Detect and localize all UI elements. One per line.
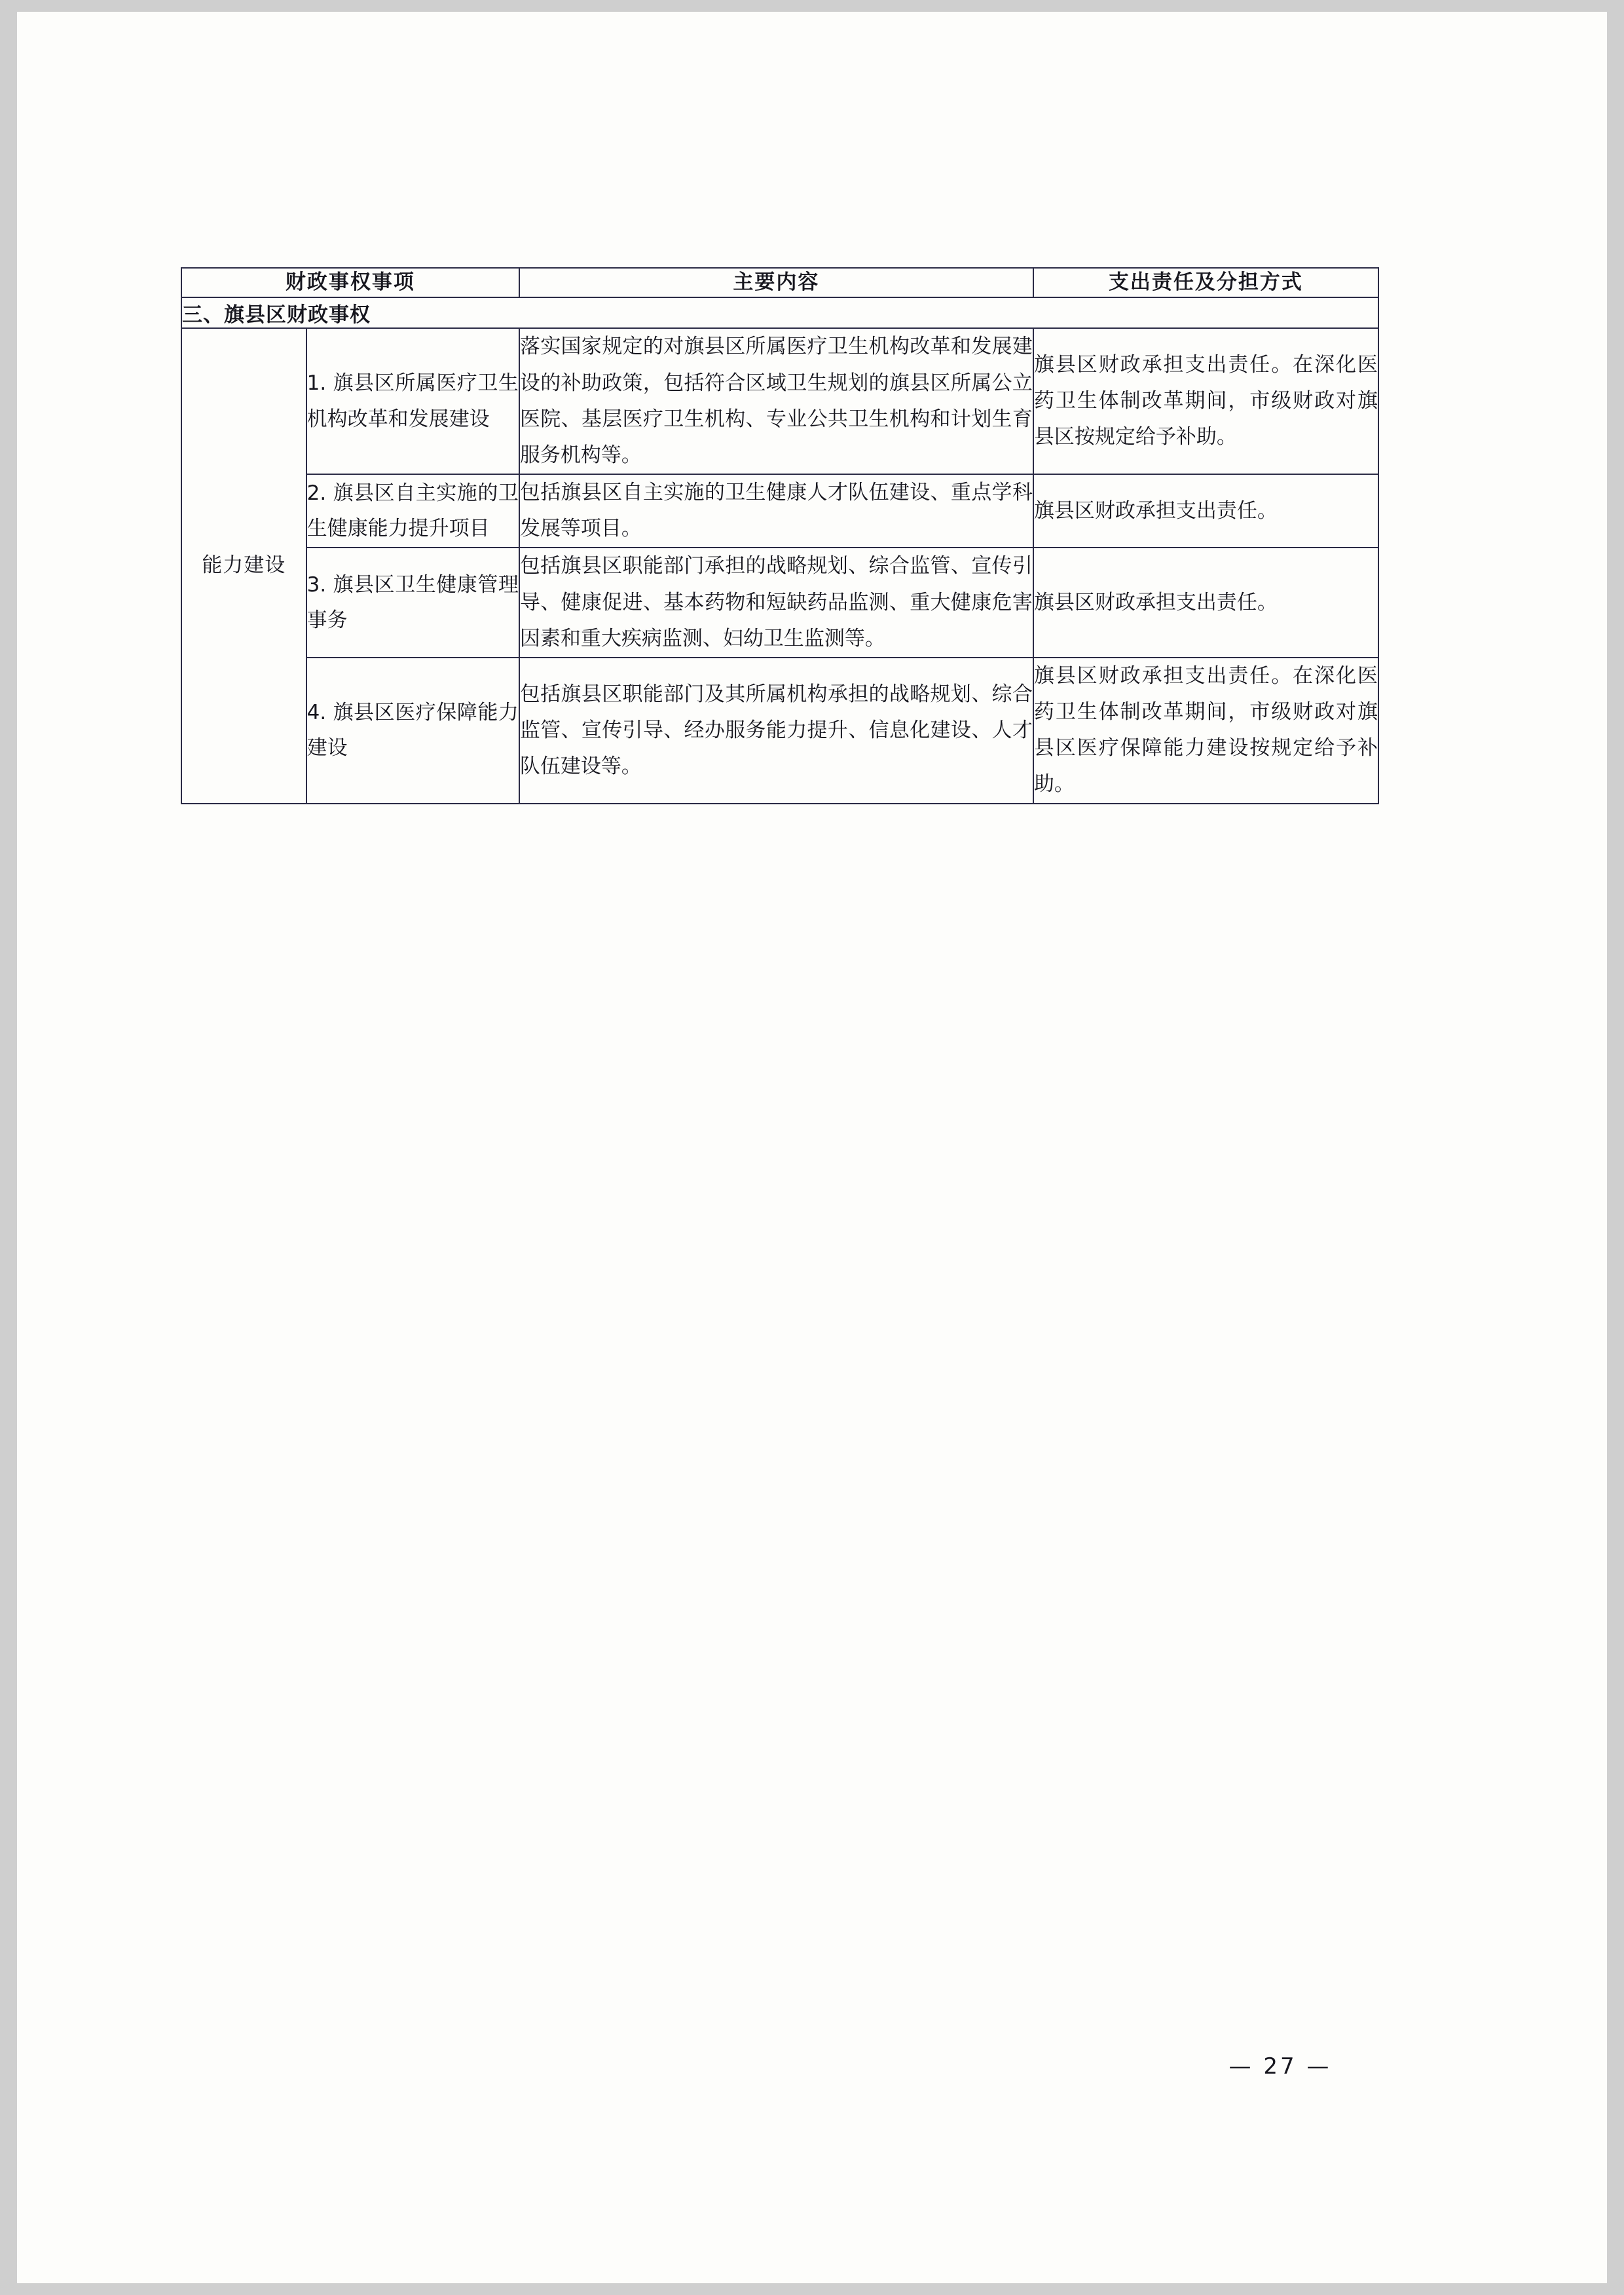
row-item: 2. 旗县区自主实施的卫生健康能力提升项目 xyxy=(306,474,519,548)
row-item: 1. 旗县区所属医疗卫生机构改革和发展建设 xyxy=(306,328,519,474)
scan-edge-top xyxy=(0,0,1624,12)
scan-edge-left xyxy=(0,0,17,2295)
table-row xyxy=(181,474,1378,548)
row-responsibility: 旗县区财政承担支出责任。 xyxy=(1033,474,1378,548)
table-row xyxy=(181,328,1378,474)
scan-edge-right xyxy=(1607,0,1624,2295)
header-cell-content: 主要内容 xyxy=(519,268,1033,297)
category-cell: 能力建设 xyxy=(181,328,306,803)
row-item: 4. 旗县区医疗保障能力建设 xyxy=(306,658,519,804)
row-responsibility: 旗县区财政承担支出责任。在深化医药卫生体制改革期间，市级财政对旗县区医疗保障能力建设按规定给予补助。 xyxy=(1033,658,1378,804)
header-cell-responsibility: 支出责任及分担方式 xyxy=(1033,268,1378,297)
row-item: 3. 旗县区卫生健康管理事务 xyxy=(306,548,519,658)
row-content: 包括旗县区职能部门承担的战略规划、综合监管、宣传引导、健康促进、基本药物和短缺药品监测、重大健康危害因素和重大疾病监测、妇幼卫生监测等。 xyxy=(519,548,1033,658)
row-responsibility: 旗县区财政承担支出责任。 xyxy=(1033,548,1378,658)
row-content: 包括旗县区职能部门及其所属机构承担的战略规划、综合监管、宣传引导、经办服务能力提升、信息化建设、人才队伍建设等。 xyxy=(519,658,1033,804)
section-title: 三、旗县区财政事权 xyxy=(181,297,1378,328)
table-row xyxy=(181,658,1378,804)
row-content: 包括旗县区自主实施的卫生健康人才队伍建设、重点学科发展等项目。 xyxy=(519,474,1033,548)
table-header-row xyxy=(181,268,1378,297)
table-section-row xyxy=(181,297,1378,328)
table-row xyxy=(181,548,1378,658)
fiscal-responsibility-table xyxy=(181,267,1379,804)
page-number-text: — 27 — xyxy=(1228,2053,1332,2080)
scan-edge-bottom xyxy=(0,2283,1624,2295)
row-content: 落实国家规定的对旗县区所属医疗卫生机构改革和发展建设的补助政策，包括符合区域卫生规划的旗县区所属公立医院、基层医疗卫生机构、专业公共卫生机构和计划生育服务机构等。 xyxy=(519,328,1033,474)
page-number xyxy=(0,2053,1624,2080)
row-responsibility: 旗县区财政承担支出责任。在深化医药卫生体制改革期间，市级财政对旗县区按规定给予补助。 xyxy=(1033,328,1378,474)
header-cell-item: 财政事权事项 xyxy=(181,268,519,297)
